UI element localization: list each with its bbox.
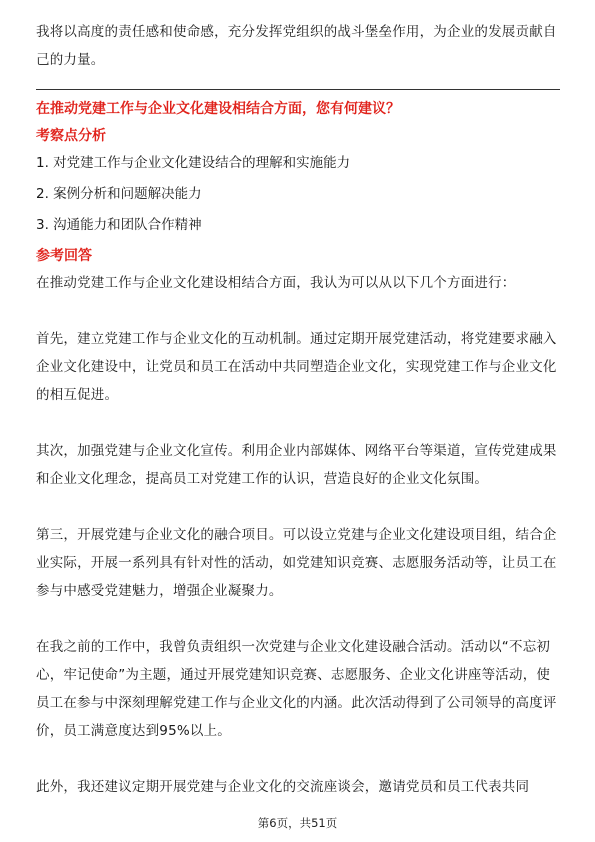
analysis-point: 1. 对党建工作与企业文化建设结合的理解和实施能力	[36, 155, 351, 171]
answer-paragraph: 第三，开展党建与企业文化的融合项目。可以设立党建与企业文化建设项目组，结合企业实际，开展一系列具有针对性的活动，如党建知识竞赛、志愿服务活动等，让员工在参与中感受党建魅力，增强企业凝聚力。	[36, 527, 557, 599]
analysis-heading: 考察点分析	[36, 128, 106, 144]
analysis-point: 2. 案例分析和问题解决能力	[36, 186, 202, 202]
answer-paragraph: 此外，我还建议定期开展党建与企业文化的交流座谈会，邀请党员和员工代表共同	[36, 779, 530, 795]
analysis-points-list	[36, 148, 560, 241]
intro-paragraph: 我将以高度的责任感和使命感，充分发挥党组织的战斗堡垒作用，为企业的发展贡献自己的力量。	[36, 24, 557, 68]
answer-paragraph: 在推动党建工作与企业文化建设相结合方面，我认为可以从以下几个方面进行：	[36, 275, 516, 291]
question-title: 在推动党建工作与企业文化建设相结合方面，您有何建议？	[36, 101, 400, 117]
answer-heading: 参考回答	[36, 248, 92, 264]
answer-paragraph: 首先，建立党建工作与企业文化的互动机制。通过定期开展党建活动，将党建要求融入企业文化建设中，让党员和员工在活动中共同塑造企业文化，实现党建工作与企业文化的相互促进。	[36, 331, 557, 403]
page-number-footer: 第6页，共51页	[257, 816, 338, 830]
answer-paragraph: 其次，加强党建与企业文化宣传。利用企业内部媒体、网络平台等渠道，宣传党建成果和企业文化理念，提高员工对党建工作的认识，营造良好的企业文化氛围。	[36, 443, 557, 487]
analysis-point: 3. 沟通能力和团队合作精神	[36, 217, 202, 233]
answer-body	[36, 269, 560, 829]
section-divider	[36, 89, 560, 90]
answer-paragraph: 在我之前的工作中，我曾负责组织一次党建与企业文化建设融合活动。活动以“不忘初心，牢记使命”为主题，通过开展党建知识竞赛、志愿服务、企业文化讲座等活动，使员工在参与中深刻理解党建工作与企业文化的内涵。此次活动得到了公司领导的高度评价，员工满意度达到95%以上。	[36, 639, 557, 739]
